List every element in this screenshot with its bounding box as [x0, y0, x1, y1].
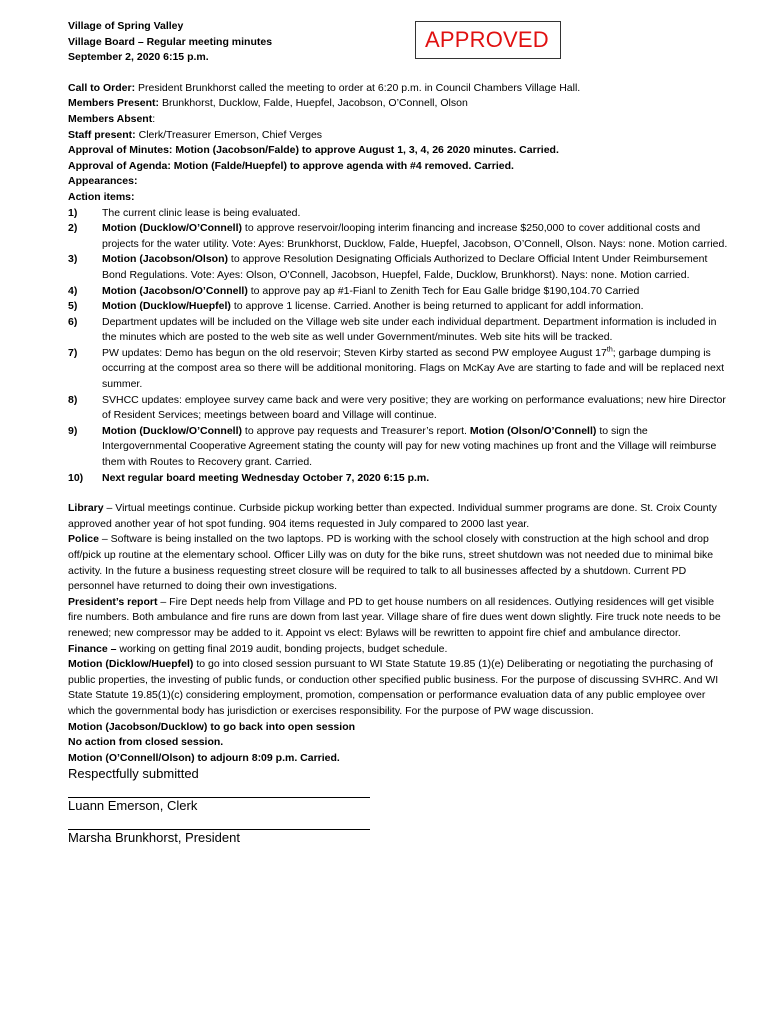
signature-line: [68, 782, 370, 798]
call-to-order: Call to Order: President Brunkhorst called the meeting to order at 6:20 p.m. in Council Chambers Village Hall.: [68, 81, 581, 94]
action-item: 9) Motion (Ducklow/O’Connell) to approve pay requests and Treasurer’s report. Motion (Olson/O’Connell) to sign the Intergovernmental Cooperative Agreement stating the county will pay for new voting machines up front and the Village will reimburse them with Routes to Recovery grant. Carried.: [68, 424, 717, 469]
meeting-type: Village Board – Regular meeting minutes: [68, 35, 273, 48]
police-report: Police – Software is being installed on the two laptops. PD is working with the school closely with construction at the high school and drop off/pick up routine at the elementary school. Officer Lilly was on duty for the bike runs, street shutdown was not needed due to minimal bike activity. In the future a business requesting street closure will be required to talk to all businesses affected by a shutdown. Current PD personnel have returned to doing their own investigations.: [68, 533, 714, 593]
approval-of-agenda: Approval of Agenda: Motion (Falde/Huepfel) to approve agenda with #4 removed. Carried.: [68, 159, 514, 172]
finance-report: Finance – working on getting final 2019 audit, bonding projects, budget schedule.: [68, 642, 448, 655]
library-report: Library – Virtual meetings continue. Curbside pickup working better than expected. Individual summer programs are done. St. Croix County approved another year of hot spot funding. 904 items requested in July compared to 2000 last year.: [68, 502, 717, 530]
action-item: 4) Motion (Jacobson/O’Connell) to approve pay ap #1-Fianl to Zenith Tech for Eau Galle bridge $190,104.70 Carried: [68, 284, 640, 297]
no-action-note: No action from closed session.: [68, 736, 224, 749]
closed-session-motion: Motion (Dicklow/Huepfel) to go into closed session pursuant to WI State Statute 19.85 (1)(e) Deliberating or negotiating the purchasing of public properties, the investing of public funds, or conduction other specified public business. For the purpose of discussing SVHRC. And WI State Statute 19.85(1)(c) considering employment, promotion, compensation or performance evaluation data of any public employee over which the governmental body has jurisdiction or exercises responsibility. For the purpose of PW wage discussion.: [68, 658, 719, 717]
signature-line: [68, 814, 370, 830]
action-item: 10) Next regular board meeting Wednesday October 7, 2020 6:15 p.m.: [68, 471, 430, 484]
village-name: Village of Spring Valley: [68, 20, 184, 32]
action-item: 6) Department updates will be included on the Village web site under each individual department. Department information is included in the minutes which are posted to the web site as well under Government/minutes. Web site hits will be tracked.: [68, 315, 717, 344]
president-name: Marsha Brunkhorst, President: [68, 830, 240, 846]
action-item: 1) The current clinic lease is being evaluated.: [68, 206, 301, 219]
action-items-heading: Action items:: [68, 190, 135, 203]
document-header: [68, 19, 728, 66]
action-item: 8) SVHCC updates: employee survey came back and were very positive; they are working on performance evaluations; new hire Director of Resident Services; meetings between board and Village will continue.: [68, 393, 726, 422]
appearances: Appearances:: [68, 175, 138, 188]
signature-block: [68, 766, 728, 846]
action-item: 5) Motion (Ducklow/Huepfel) to approve 1 license. Carried. Another is being returned to applicant for addl information.: [68, 300, 644, 313]
approval-of-minutes: Approval of Minutes: Motion (Jacobson/Falde) to approve August 1, 3, 4, 26 2020 minutes. Carried.: [68, 144, 559, 157]
open-session-motion: Motion (Jacobson/Ducklow) to go back into open session: [68, 720, 356, 733]
minutes-document: [68, 19, 728, 846]
action-item: 2) Motion (Ducklow/O’Connell) to approve reservoir/looping interim financing and increase $250,000 to cover additional costs and projects for the water utility. Vote: Ayes: Brunkhorst, Ducklow, Falde, Huepfel, Jacobson, O’Connell, Olson. Nays: none. Motion carried.: [68, 222, 728, 250]
adjourn-motion: Motion (O’Connell/Olson) to adjourn 8:09 p.m. Carried.: [68, 751, 340, 764]
approved-stamp: APPROVED: [415, 21, 561, 59]
action-item: 3) Motion (Jacobson/Olson) to approve Resolution Designating Officials Authorized to Declare Official Intent Under Reimbursement Bond Regulations. Vote: Ayes: Olson, O’Connell, Jacobson, Huepfel, Falde, Ducklow, Brunkhorst). Nays: none. Motion carried.: [68, 253, 708, 281]
meeting-date: September 2, 2020 6:15 p.m.: [68, 51, 209, 64]
members-absent: Members Absent:: [68, 112, 156, 125]
respectfully-submitted: Respectfully submitted: [68, 766, 199, 782]
president-report: President’s report – Fire Dept needs help from Village and PD to get house numbers on all residences. Outlying residences will get visible fire numbers. Both ambulance and fire runs are down from last year. Village share of fire dues went down slightly. Fire truck note needs to be renewed; new compressor may be added to it. Appoint vs elect: Bylaws will be rewritten to appoint fire chief and ambulance director.: [68, 595, 721, 639]
clerk-name: Luann Emerson, Clerk: [68, 798, 198, 814]
members-present: Members Present: Brunkhorst, Ducklow, Falde, Huepfel, Jacobson, O’Connell, Olson: [68, 97, 468, 110]
action-item: 7) PW updates: Demo has begun on the old reservoir; Steven Kirby started as second PW employee August 17th; garbage dumping is occurring at the compost area so there will be additional monitoring. Flags on McKay Ave are starting to fade and will be replaced next summer.: [68, 346, 724, 391]
staff-present: Staff present: Clerk/Treasurer Emerson, Chief Verges: [68, 128, 323, 141]
